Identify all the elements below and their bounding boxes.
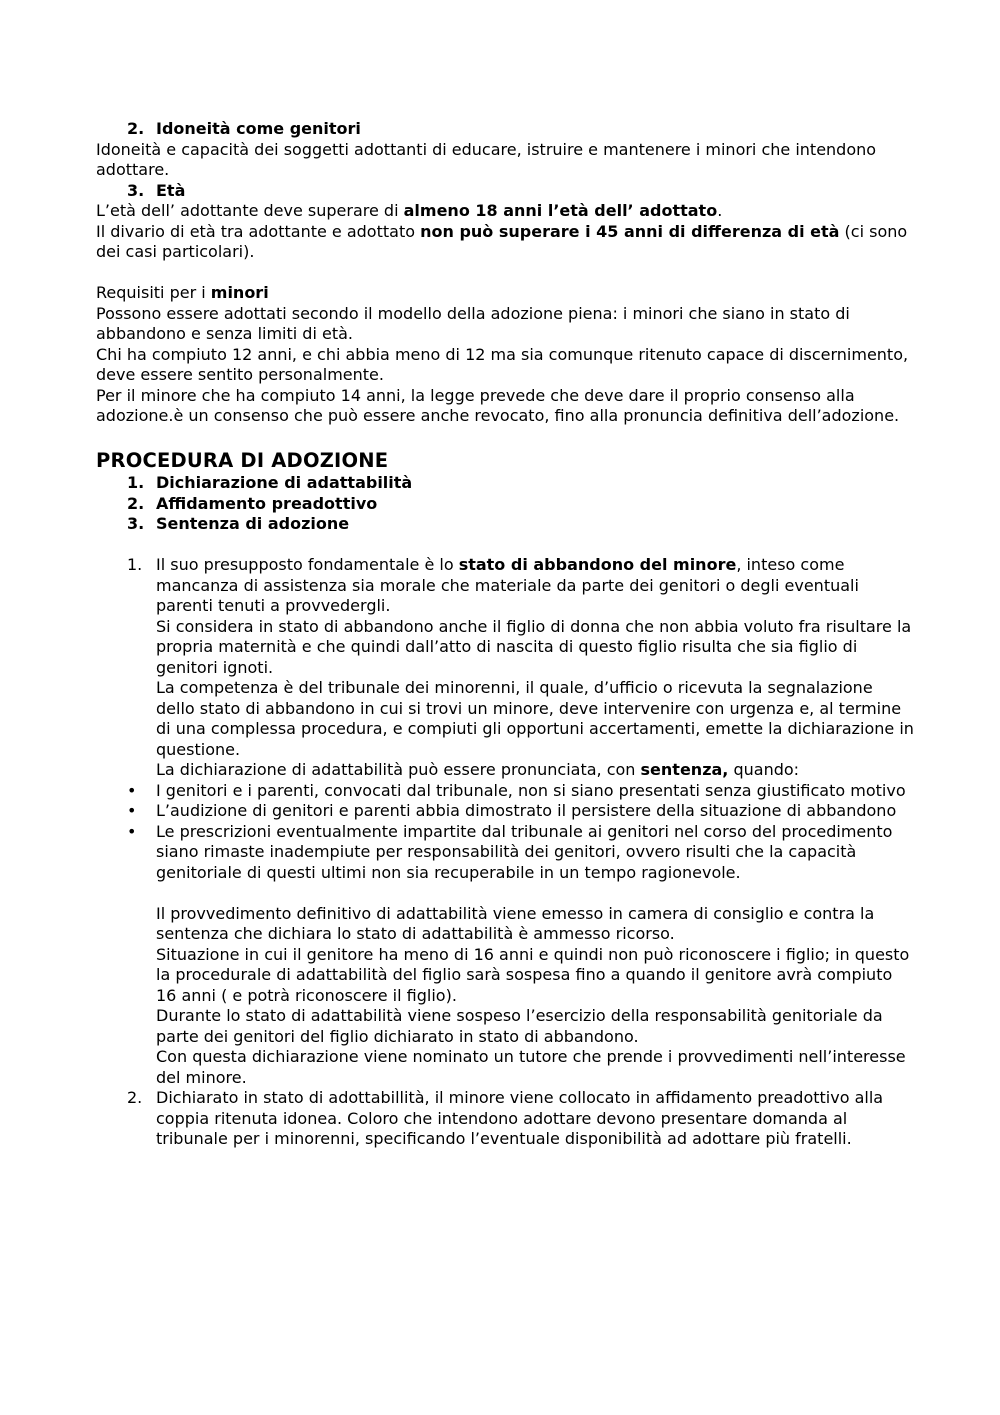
blank-line <box>96 535 916 556</box>
text-run: Il suo presupposto fondamentale è lo <box>156 555 459 574</box>
paragraph-minori-1: Possono essere adottati secondo il modello della adozione piena: i minori che siano in stato di abbandono e senza limiti di età. <box>96 303 850 343</box>
requisiti-heading <box>96 283 916 304</box>
item-number: 1. <box>127 555 143 574</box>
list-item <box>96 801 916 822</box>
text-run: Requisiti per i <box>96 283 211 302</box>
detail-item-2 <box>96 1088 916 1150</box>
text-run: La dichiarazione di adattabilità può essere pronunciata, con <box>156 760 641 779</box>
step-label: Sentenza di adozione <box>156 514 350 533</box>
blank-line <box>96 883 916 904</box>
procedure-heading: PROCEDURA DI ADOZIONE <box>96 449 389 472</box>
item1-paragraph-5: Il provvedimento definitivo di adattabilità viene emesso in camera di consiglio e contra la sentenza che dichiara lo stato di adattabilità è ammesso ricorso. <box>156 903 875 943</box>
item1-paragraph-1 <box>156 555 916 617</box>
conditions-bullet-list <box>96 781 916 884</box>
blank-line <box>96 263 916 284</box>
item1-paragraph-2: Si considera in stato di abbandono anche il figlio di donna che non abbia voluto fra risultare la propria maternità e che quindi dall’atto di nascita di questo figlio risulta che sia figlio di genitori ignoti. <box>156 616 912 677</box>
item1-paragraph-6: Situazione in cui il genitore ha meno di 16 anni e quindi non può riconoscere i figlio; in questo la procedurale di adattabilità del figlio sarà sospesa fino a quando il genitore avrà compiuto 16 anni ( e potrà riconoscere il figlio). <box>156 944 910 1005</box>
list-item <box>96 494 916 515</box>
list-item <box>96 822 916 884</box>
section-heading-idoneita <box>96 119 916 140</box>
bold-text: stato di abbandono del minore <box>458 555 737 574</box>
bold-text: non può superare i 45 anni di differenza di età <box>420 221 840 241</box>
bullet-text: I genitori e i parenti, convocati dal tribunale, non si siano presentati senza giustificato motivo <box>156 780 906 800</box>
bullet-text: Le prescrizioni eventualmente impartite dal tribunale ai genitori nel corso del procedimento siano rimaste inadempiute per responsabilità dei genitori, ovvero risulti che la capacità genitoriale di questi ultimi non sia recuperabile in un tempo ragionevole. <box>156 821 893 882</box>
paragraph-minori-3: Per il minore che ha compiuto 14 anni, la legge prevede che deve dare il proprio consenso alla adozione.è un consenso che può essere anche revocato, fino alla pronuncia definitiva dell’adozione. <box>96 385 900 425</box>
item1-paragraph-4 <box>156 760 916 781</box>
bullet-icon: • <box>127 780 137 800</box>
blank-line <box>96 427 916 448</box>
bold-text: almeno 18 anni l’età dell’ adottato <box>403 201 718 220</box>
section-title: Età <box>156 180 186 200</box>
paragraph-eta-1 <box>96 201 916 222</box>
step-number: 2. <box>127 493 145 513</box>
section-heading-eta <box>96 181 916 202</box>
step-number: 3. <box>127 514 145 533</box>
section-number: 2. <box>127 119 145 138</box>
item-number: 2. <box>127 1088 143 1107</box>
text-run: . <box>717 201 723 220</box>
list-item <box>96 781 916 802</box>
list-item <box>96 514 916 535</box>
text-run: L’età dell’ adottante deve superare di <box>96 201 404 220</box>
step-number: 1. <box>127 473 145 492</box>
section-number: 3. <box>127 180 145 200</box>
item1-paragraph-8: Con questa dichiarazione viene nominato un tutore che prende i provvedimenti nell’interesse del minore. <box>156 1047 906 1087</box>
document-page <box>96 119 916 1150</box>
step-label: Affidamento preadottivo <box>156 493 378 513</box>
bullet-icon: • <box>127 801 137 820</box>
detail-item-1 <box>96 555 916 781</box>
section-title: Idoneità come genitori <box>156 119 361 138</box>
item1-paragraph-7: Durante lo stato di adattabilità viene sospeso l’esercizio della responsabilità genitoriale da parte dei genitori del figlio dichiarato in stato di abbandono. <box>156 1006 883 1046</box>
paragraph-eta-2 <box>96 222 916 263</box>
item2-paragraph: Dichiarato in stato di adottabillità, il minore viene collocato in affidamento preadottivo alla coppia ritenuta idonea. Coloro che intendono adottare devono presentare domanda al tribunale per i minorenni, specificando l’eventuale disponibilità ad adottare più fratelli. <box>156 1088 884 1148</box>
detail-item-1-continued <box>96 904 916 1089</box>
text-run: Il divario di età tra adottante e adottato <box>96 221 421 241</box>
text-run: quando: <box>728 760 800 779</box>
step-label: Dichiarazione di adattabilità <box>156 473 413 492</box>
bold-text: sentenza, <box>640 760 729 779</box>
bold-text: minori <box>210 283 269 302</box>
procedure-steps-list <box>96 473 916 535</box>
bullet-icon: • <box>127 821 137 841</box>
paragraph-idoneita: Idoneità e capacità dei soggetti adottanti di educare, istruire e mantenere i minori che intendono adottare. <box>96 139 877 179</box>
text-run: (ci sono dei casi particolari). <box>96 221 908 261</box>
paragraph-minori-2: Chi ha compiuto 12 anni, e chi abbia meno di 12 ma sia comunque ritenuto capace di discernimento, deve essere sentito personalmente. <box>96 344 909 384</box>
list-item <box>96 473 916 494</box>
item1-paragraph-3: La competenza è del tribunale dei minorenni, il quale, d’ufficio o ricevuta la segnalazione dello stato di abbandono in cui si trovi un minore, deve intervenire con urgenza e, al termine di una complessa procedura, e compiuti gli opportuni accertamenti, emette la dichiarazione in questione. <box>156 678 914 759</box>
text-run: , inteso come mancanza di assistenza sia morale che materiale da parte dei genitori o degli eventuali parenti tenuti a provvedergli. <box>156 555 859 615</box>
bullet-text: L’audizione di genitori e parenti abbia dimostrato il persistere della situazione di abbandono <box>156 801 897 820</box>
